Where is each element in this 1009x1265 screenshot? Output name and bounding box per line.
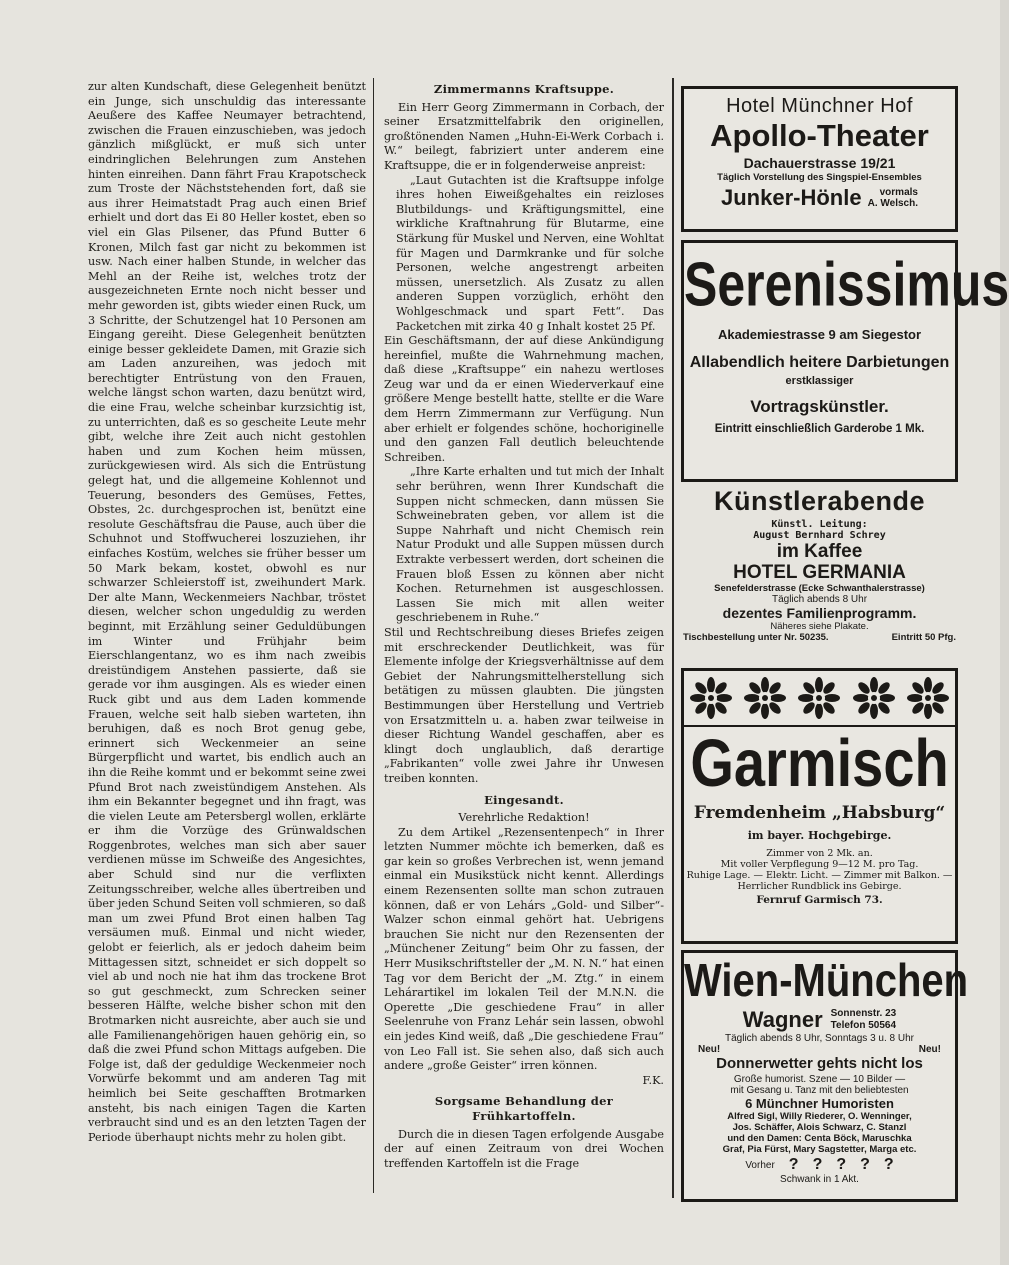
edelweiss-icon [798,677,840,719]
ad-hotel: HOTEL GERMANIA [733,562,906,583]
ad-address: Akademiestrasse 9 am Siegestor [717,327,922,342]
ad-kuenstlerabende [681,486,958,662]
ad-line: Allabendlich heitere Darbietungen [689,354,950,371]
edelweiss-icon [744,677,786,719]
article-paragraph: Zu dem Artikel „Rezensentenpech“ in Ihrer letzten Nummer möchte ich bemerken, daß es gar kein so großes Verbrechen ist, wenn jemand einmal ein Musikstück nicht kennt. Allerdings einem Rezensenten sollte man schon zutrauen können, daß er von Lehárs „Gold- und Silber“-Walzer schon einmal gehört hat. Uebrigens brauchen Sie nicht nur den Rezensenten der „Münchener Zeitung“ beim Ohr zu fassen, der Herr Musikschriftsteller der „M. N. N.“ hat einen Tag vor dem Bericht der „M. Ztg.“ in einem Lehárartikel im lokalen Teil der M.N.N. die Operette „Die geschiedene Frau“ in aller Seelenruhe von Franz Lehár sein lassen, obwohl ein jedes Kind weiß, daß „Die geschiedene Frau“ von Leo Fall ist. Sie sehen also, daß sich auch andere „große Geister“ irren können. [384,825,664,1073]
ad-question-mark: ? [812,1156,823,1173]
article-column-1 [88,80,366,1182]
ad-cast: und den Damen: Centa Böck, Maruschka [727,1133,912,1144]
ad-hotel-name: Hotel Münchner Hof [726,95,913,117]
ad-title: Künstlerabende [713,486,926,516]
ad-im-kaffee: im Kaffee [776,541,863,562]
ad-question-mark: ? [836,1156,847,1173]
ad-view: Herrlicher Rundblick ins Gebirge. [737,881,902,892]
article-title-eingesandt: Eingesandt. [484,792,564,807]
ad-apollo-theater [681,86,958,232]
ad-pension: Fremdenheim „Habsburg“ [693,803,946,823]
column-rule-right [672,78,674,1198]
column-rule-left [373,78,374,1193]
ad-wien-muenchen [681,950,969,1202]
ad-question-mark: ? [883,1156,894,1173]
ad-line: erstklassiger [785,375,854,387]
ad-song: mit Gesang u. Tanz mit den beliebtesten [730,1085,909,1096]
ad-line: Vortragskünstler. [750,397,889,416]
ad-address: Dachauerstrasse 19/21 [743,155,896,171]
edelweiss-icon [853,677,895,719]
article-title-kraftsuppe: Zimmermanns Kraftsuppe. [433,82,615,96]
ad-line: Eintritt einschließlich Garderobe 1 Mk. [714,423,925,435]
article-paragraph: Ein Herr Georg Zimmermann in Corbach, der seiner Ersatzmittelfabrik den originellen, großtönenden Namen „Huhn-Ei-Werk Corbach i. W.“ beilegt, fabriziert unter anderem eine Kraftsuppe, die er in folgenderweise anpreist: [384,100,664,172]
ad-serenissimus-name: Serenissimus [684,249,1009,319]
ad-theater-name: Apollo-Theater [710,118,929,153]
ad-tel: Telefon 50564 [830,1020,897,1031]
ad-phone: Fernruf Garmisch 73. [756,894,883,906]
ad-cast: Graf, Pia Fürst, Mary Sagstetter, Marga etc. [722,1144,917,1155]
ad-region: im bayer. Hochgebirge. [747,829,892,842]
letter-signature: F.K. [642,1073,664,1087]
ad-vorher: Vorher [745,1159,775,1171]
ad-schwank: Schwank in 1 Akt. [780,1174,859,1185]
letter-salutation: Verehrliche Redaktion! [458,811,590,825]
ad-vormals: vormals [879,187,918,198]
ad-entry: Eintritt 50 Pfg. [891,632,956,643]
article-paragraph: Durch die in diesen Tagen erfolgende Ausgabe der auf einen Zeitraum von drei Wochen treffenden Kartoffeln ist die Frage [384,1127,664,1170]
article-title-fruehkartoffeln: Sorgsame Behandlung der Frühkartoffeln. [434,1094,614,1123]
ad-wagner: Wagner [742,1007,823,1032]
ad-times: Täglich abends 8 Uhr, Sonntags 3 u. 8 Uhr [724,1033,914,1044]
ad-question-mark: ? [860,1156,870,1173]
ad-posse: Große humorist. Szene — 10 Bilder — [733,1074,906,1085]
ad-daily: Täglich abends 8 Uhr [771,594,868,605]
ad-location: Ruhige Lage. — Elektr. Licht. — Zimmer mit Balkon. — [686,870,953,881]
ad-serenissimus [681,240,1009,482]
edelweiss-border [684,677,955,719]
edelweiss-icon [690,677,732,719]
ad-neu: Neu! [918,1044,941,1055]
ad-neu: Neu! [698,1044,721,1055]
ad-welsch: A. Welsch. [867,198,918,209]
article-paragraph: Ein Geschäftsmann, der auf diese Ankündigung hereinfiel, mußte die Wahrnehmung machen, daß diese „Kraftsuppe“ ein nahezu wertloses Zeug war und da er einen Wiederverkauf eine größere Menge bestellt hatte, stellte er die Ware dem Herrn Zimmermann zur Verfügung. Nun aber erhielt er folgendes schöne, hochoriginelle und den ganzen Fall deutlich beleuchtende Schreiben. [384,334,664,464]
ad-garmisch-name: Garmisch [690,724,949,801]
ad-leader: August Bernhard Schrey [753,530,886,541]
ad-cast: Alfred Sigl, Willy Riederer, O. Wenninger, [727,1111,912,1122]
article-column-2 [384,80,664,1192]
ad-cast: Jos. Schäffer, Alois Schwarz, C. Stanzl [732,1122,907,1133]
article-paragraph: Stil und Rechtschreibung dieses Briefes zeigen mit erschreckender Deutlichkeit, was für Elemente infolge der Kriegsverhältnisse auf dem Gebiet der Nahrungsmittelherstellung sich betätigen zu müssen glaubten. Die jüngsten Bestimmungen über Herstellung und Vertrieb von Ersatzmitteln u. a. haben zwar teilweise in dieser Richtung Wandel geschaffen, aber es klingt doch unglaublich, daß derartige „Fabrikanten“ volle zwei Jahre ihr Unwesen treiben konnten. [384,625,664,785]
article-paragraph: zur alten Kundschaft, diese Gelegenheit benützt ein Junge, sich unschuldig das interessante Aeußere des Kaffee Neumayer betrachtend, zwischen die Frauen einzuschieben, was jedoch gänzlich mißglückt, er muß sich unter eindringlichen Belehrungen zum Anstehen hinten einreihen. Dann fährt Frau Krapotscheck zum Troste der Nächststehenden fort, daß sie aus ihrer Heimatstadt Prag auch einen Brief erhielt und dort das Ei 80 Heller kostet, eben so viel ein Glas Pilsener, das Pfund Butter 6 Kronen, Milch fast gar nicht zu bekommen ist usw. Nach einer halben Stunde, in welcher das Mehl an der Reihe ist, welches trotz der ausgezeichneten Ernte noch nicht besser und mehr geworden ist, gibts wieder einen Ruck, um 3 Schritte, der Schutzengel hat 10 Personen am Eingang gereiht. Diese Gelegenheit benützten einige besser gekleidete Damen, mit Grazie sich am Laden anzureihen, was jedoch mit berechtigter Entrüstung von den Frauen, welche längst schon warten, dazu benützt wird, die eine Frau, welche scheinbar kurzsichtig ist, zu unterrichten, daß es so gescheite Leute mehr gibt, welche ihre Zeit auch nicht gestohlen haben und zum Kochen heim müssen, zurückgewiesen wird. Als sich die Entrüstung gelegt hat, und die allgemeine Kohlennot und Teuerung, besonders des Gemüses, Fettes, Obstes, 2c. durchgesprochen ist, benützt eine resolute Geschäftsfrau die Pause, auch über die Schuhnot und Stoffwucherei loszuziehen, ihr einfaches Kostüm, welches sie früher besser um 50 Mark bekam, kostet, obwohl es nur schwarzer Schleierstoff ist, zweihundert Mark. Der alte Mann, Weckenmeiers Nachbar, tröstet diesen, welcher schon ungeduldig zu werden beginnt, mit Erzählung seiner Geduldübungen im Winter und Frühjahr beim Eierschlangentanz, wo es ihm nach zweibis dreistündigem Anstehen passierte, daß sie gerade vor ihm ausgingen. Als es wieder einen Ruck gibt und aus dem Laden kommende Frauen, welche seit halb sieben warteten, ihn beruhigen, daß es noch Brot genug gebe, erinnert sich Weckenmeier an seine Bürgerpflicht und wartet, bis endlich auch an ihn die Reihe kommt und er bekommt seine zwei Pfund Brot nach zweistündigem Anstehen. Als ihm ein Bekannter begegnet und ihn fragt, was die vielen Leute am Petersbergl wollen, erklärte er ihm die Vorzüge des Grünwaldschen Roggenbrotes, welches man sich aber sauer verdienen müsse im Schweiße des Angesichtes, aber Schuld sind nur die verflixten Zeitungsschreiber, welche alles übertreiben und über jeden Schund Seiten voll schmieren, so daß man um zwei Pfund Brot einen halben Tag versäumen muß. Einmal und nicht wieder, gelobt er feierlich, als er jedoch daheim beim Mittagessen sitzt, schneidet er sich doppelt so viel ab und noch nie hat ihm das trockene Brot so gut geschmeckt, zum Schrecken seiner besseren Hälfte, welche bisher schon mit den Brotmarken nicht ausreichte, aber auch sie und alle Familienangehörigen hauen gehörig ein, so daß die zwei Pfund schon Mittags aufgeben. Die Folge ist, daß der geduldige Weckenmeier noch Vorwürfe bekommt und am anderen Tag mit heimlich bei Seite geschafften Brotmarken ansteht, bis nach einigen Tagen die Karten verbraucht sind und es an den letzten Tagen der Periode überhaupt nichts mehr zu holen gibt. [88,80,366,1144]
edelweiss-icon [907,677,949,719]
ad-more: Näheres siehe Plakate. [770,621,869,632]
ad-director: Junker-Hönle [721,185,862,210]
ad-wien-title: Wien-München [684,955,969,1007]
ad-leitung: Künstl. Leitung: [771,519,868,530]
ad-question-mark: ? [788,1156,799,1173]
ad-show: Donnerwetter gehts nicht los [716,1055,923,1072]
ad-board: Mit voller Verpflegung 9—12 M. pro Tag. [720,859,919,870]
ad-program: dezentes Familienprogramm. [722,605,917,621]
article-quote: „Ihre Karte erhalten und tut mich der Inhalt sehr berühren, wenn Ihrer Kundschaft die Suppen nicht schmecken, dann müssen Sie Schweinebraten geben, vor allem ist die Suppe Nahrhaft und nicht Chemisch rein Natur Produkt und alle Suppen müssen durch Extrakte verbessert werden, dort scheinen die Frauen bloß Essen zu können aber nicht Kochen. Returnehmen ist ausgeschlossen. Lassen Sie mich mit allen weiter geschriebenem in Ruhe.“ [396,465,664,625]
ad-rooms: Zimmer von 2 Mk. an. [766,848,873,859]
ad-street: Sonnenstr. 23 [830,1008,897,1019]
ad-group: 6 Münchner Humoristen [745,1096,894,1111]
ad-street: Senefelderstrasse (Ecke Schwanthalerstrasse) [714,583,925,594]
ad-phone: Tischbestellung unter Nr. 50235. [683,632,829,643]
article-quote: „Laut Gutachten ist die Kraftsuppe infolge ihres hohen Eiweißgehaltes ein reizloses Blutbildungs- und Kräftigungsmittel, eine wirkliche Kraftnahrung für Blutarme, eine Stärkung für Muskel und Nerven, eine Wohltat für Magen und Darmkranke und für solche Personen, welche angestrengt arbeiten müssen, unersetzlich. Als Zusatz zu allen anderen Suppen vorzüglich, erhöht den Wohlgeschmack und spart Fett“. Das Packetchen mit zirka 40 g Inhalt kostet 25 Pf. [396,173,664,333]
ad-garmisch [681,668,958,944]
ad-daily-show: Täglich Vorstellung des Singspiel-Ensembles [717,172,922,183]
